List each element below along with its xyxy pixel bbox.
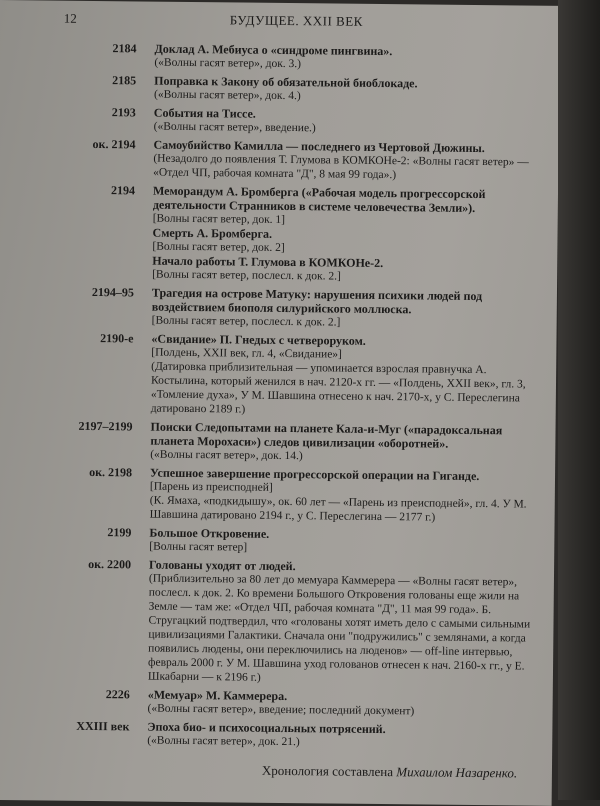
entry-note: (Датировка приблизительная — упоминается взрослая правнучка А. Костылина, который женился в нач. 2120-х гг. — «Полдень, XXII век», гл. 3, «Томление духа», У М. Шавшина отнесено к нач. 2170-х, у С. Переслегина датировано 2189 г.) <box>150 360 526 416</box>
chronology-entry <box>0 556 554 688</box>
chronology-list <box>0 40 560 756</box>
chronology-entry <box>0 136 559 184</box>
entry-title: Меморандум А. Бромберга («Рабочая модель прогрессорской деятельности Странников в системе человечества Земли»). <box>152 183 486 215</box>
entry-body <box>153 138 543 184</box>
entry-title: Голованы уходят от людей. <box>149 557 296 574</box>
entry-source: («Волны гасят ветер», док. 21.) <box>147 734 300 749</box>
book-edge <box>558 0 600 800</box>
entry-title: Большое Откровение. <box>149 525 270 541</box>
entry-source: («Волны гасят ветер», введение.) <box>153 120 316 135</box>
chronology-entry <box>0 104 559 138</box>
entry-title: Поиски Следопытами на планете Кала-и-Муг («парадоксальная планета Морохаси») следов цивилизации «оборотней». <box>150 419 503 451</box>
entry-body <box>150 420 540 466</box>
chronology-entry <box>0 718 552 752</box>
entry-source: [Волны гасят ветер] <box>149 540 248 554</box>
entry-source: [Полдень, XXII век, гл. 4, «Свидание»] <box>151 346 342 361</box>
entry-title: Поправка к Закону об обязательной биоблокаде. <box>154 73 418 91</box>
chronology-entry <box>0 40 560 74</box>
entry-title: Эпоха био- и психосоциальных потрясений. <box>147 719 386 737</box>
entry-title: События на Тиссе. <box>153 105 256 121</box>
entry-subsource: [Волны гасят ветер, послесл. к док. 2.] <box>152 268 341 283</box>
entry-title: «Свидание» П. Гнедых с четвероруком. <box>151 331 366 348</box>
chronology-entry <box>0 524 554 558</box>
chronology-entry <box>0 330 557 420</box>
entry-body <box>152 184 543 286</box>
entry-date: 2185 <box>112 73 137 88</box>
entry-date: ок. 2194 <box>92 136 136 152</box>
entry-title: Доклад А. Мебиуса о «синдроме пингвина». <box>154 41 393 59</box>
entry-source: («Волны гасят ветер», док. 4.) <box>153 88 301 103</box>
entry-date: ок. 2200 <box>88 556 132 572</box>
entry-source: (Незадолго до появления Т. Глумова в КОМКОНе-2: «Волны гасят ветер» — «Отдел ЧП, рабочая комната "Д", 8 мая 99 года».) <box>153 152 529 182</box>
entry-source: [Парень из преисподней] <box>149 480 273 494</box>
entry-source: [Волны гасят ветер, послесл. к док. 2.] <box>151 314 341 329</box>
entry-source: («Волны гасят ветер», док. 14.) <box>150 448 303 463</box>
signature-author: Михаилом Назаренко. <box>396 764 518 781</box>
running-head: БУДУЩЕЕ. XXII ВЕК <box>229 12 363 29</box>
entry-body <box>148 558 539 688</box>
entry-date: 2184 <box>112 41 137 56</box>
entry-date: 2194 <box>110 183 136 198</box>
entry-date: 2193 <box>111 105 136 120</box>
entry-source: [Волны гасят ветер, док. 1] <box>152 212 286 226</box>
entry-body <box>154 74 544 106</box>
entry-body <box>151 332 542 420</box>
entry-body <box>147 720 537 752</box>
entry-date: 2194–95 <box>91 284 135 300</box>
entry-title: Трагедия на острове Матуку: нарушения психики людей под воздействием биополя силурийского моллюска. <box>151 285 483 317</box>
entry-body <box>149 526 539 558</box>
entry-source: («Волны гасят ветер», док. 3.) <box>154 56 302 71</box>
compiler-signature <box>262 763 517 782</box>
chronology-entry <box>0 418 556 466</box>
entry-title: Самоубийство Камилла — последнего из Чертовой Дюжины. <box>153 137 485 156</box>
entry-date: 2190-е <box>100 331 134 346</box>
entry-date: XXIII век <box>76 718 130 734</box>
entry-body <box>148 688 538 720</box>
entry-body <box>152 286 542 332</box>
entry-date: 2197–2199 <box>78 418 133 434</box>
entry-body <box>154 42 544 74</box>
entry-body <box>150 466 541 526</box>
page-number: 12 <box>63 10 77 26</box>
chronology-entry <box>0 464 555 526</box>
entry-note: (Приблизительно за 80 лет до мемуара Каммерера — «Волны гасят ветер», послесл. к док. 2. Ко времени Большого Откровения голованы еще жили на Земле — там же: «Отдел ЧП, рабочая комната "Д", 11 мая 99 года». Б. Стругацкий подтвердил, что «голованы хотят иметь дело с самыми сильными цивилизациями Галактики. Сначала они "подружились" с землянами, а когда появились людены, они переключились на люденов» — off-line интервью, февраль 2000 г. У М. Шавшина уход голованов отнесен к нач. 2160-х гг., у Е. Шкабарни — к 2196 г.) <box>147 572 531 684</box>
entry-date: 2226 <box>105 687 130 702</box>
entry-date: 2199 <box>107 525 132 540</box>
entry-date: ок. 2198 <box>89 464 133 480</box>
page-header <box>0 6 560 34</box>
entry-note: (К. Ямаха, «подкидышу», ок. 60 лет — «Парень из преисподней», гл. 4. У М. Шавшина датировано 2194 г., у С. Переслегина — 2177 г.) <box>149 494 527 524</box>
entry-subtitle: Начало работы Т. Глумова в КОМКОНе-2. <box>152 253 384 271</box>
signature-prefix: Хронология составлена <box>261 762 394 780</box>
chronology-entry <box>0 72 559 106</box>
chronology-entry <box>0 182 558 286</box>
entry-body <box>154 106 544 138</box>
entry-source: («Волны гасят ветер», введение; последний документ) <box>147 702 415 718</box>
entry-subsource: [Волны гасят ветер, док. 2] <box>152 240 285 254</box>
entry-subtitle: Смерть А. Бромберга. <box>152 225 273 241</box>
entry-title: «Мемуар» М. Каммерера. <box>147 687 288 704</box>
entry-title: Успешное завершение прогрессорской операции на Гиганде. <box>149 465 480 484</box>
chronology-entry <box>0 284 557 332</box>
chronology-entry <box>0 686 553 720</box>
